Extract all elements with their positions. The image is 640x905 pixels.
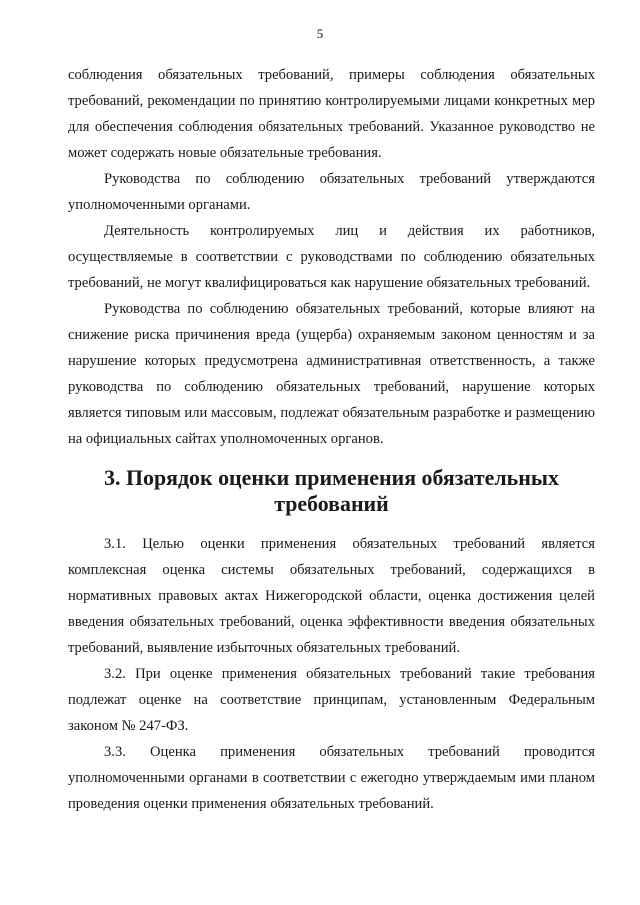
- paragraph-3-3: 3.3. Оценка применения обязательных требований проводится уполномоченными органами в соответствии с ежегодно утверждаемым ими планом проведения оценки применения обязательных требований.: [68, 744, 595, 812]
- paragraph: Руководства по соблюдению обязательных требований, которые влияют на снижение риска причинения вреда (ущерба) охраняемым законом ценностям и за нарушение которых предусмотрена административная ответственность, а также руководства по соблюдению обязательных требований, нарушение которых является типовым или массовым, подлежат обязательным разработке и размещению на официальных сайтах уполномоченных органов.: [68, 301, 595, 447]
- document-body: [68, 62, 595, 817]
- paragraph-continued: соблюдения обязательных требований, примеры соблюдения обязательных требований, рекомендации по принятию контролируемыми лицами конкретных мер для обеспечения соблюдения обязательных требований. Указанное руководство не может содержать новые обязательные требования.: [68, 67, 595, 161]
- page-number: 5: [316, 26, 324, 41]
- paragraph: Деятельность контролируемых лиц и действия их работников, осуществляемые в соответствии с руководствами по соблюдению обязательных требований, не могут квалифицироваться как нарушение обязательных требований.: [68, 223, 595, 291]
- section-heading: 3. Порядок оценки применения обязательных требований: [104, 465, 559, 516]
- paragraph-3-2: 3.2. При оценке применения обязательных требований такие требования подлежат оценке на соответствие принципам, установленным Федеральным законом № 247-ФЗ.: [68, 666, 595, 734]
- paragraph-3-1: 3.1. Целью оценки применения обязательных требований является комплексная оценка системы обязательных требований, содержащихся в нормативных правовых актах Нижегородской области, оценка достижения целей введения обязательных требований, оценка эффективности введения обязательных требований, выявление избыточных обязательных требований.: [68, 536, 595, 656]
- paragraph: Руководства по соблюдению обязательных требований утверждаются уполномоченными органами.: [68, 171, 595, 213]
